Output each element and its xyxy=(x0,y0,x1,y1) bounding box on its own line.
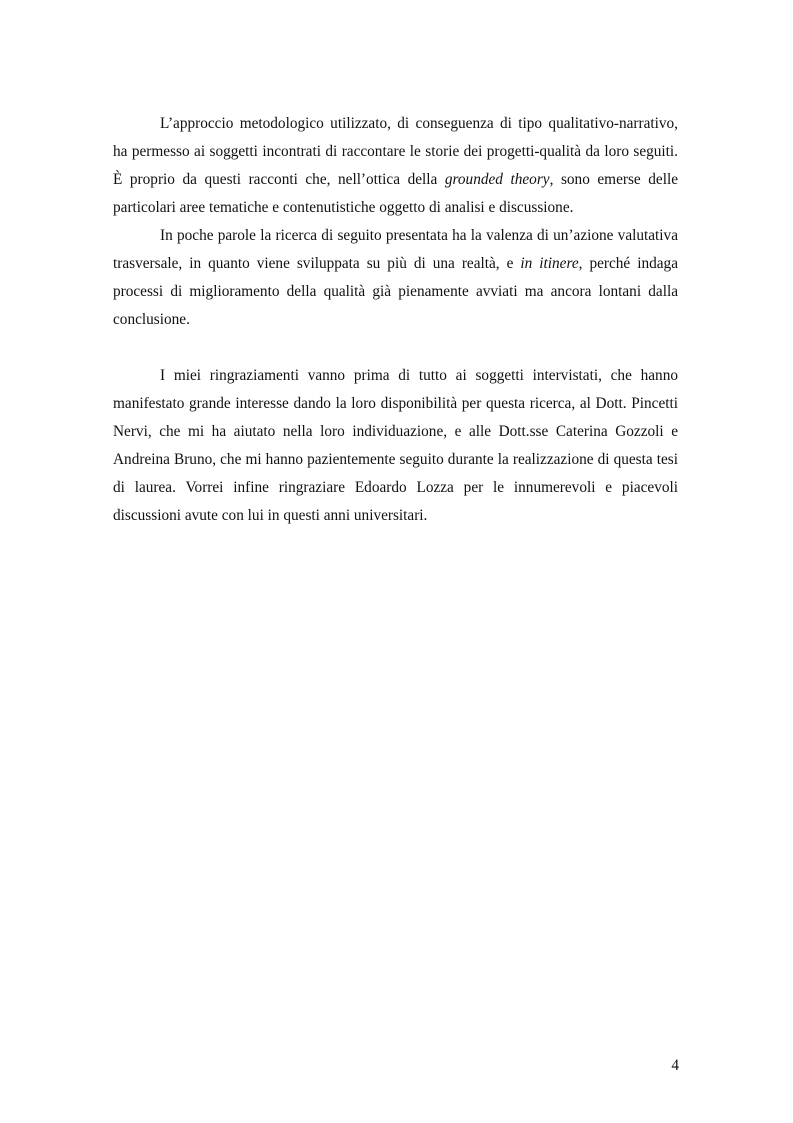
paragraph-evaluation xyxy=(113,222,678,334)
paragraph-evaluation-part-2: , perché indaga processi di miglioramento della qualità già pienamente avviati ma ancora lontani dalla conclusione. xyxy=(113,255,678,328)
grounded-theory-term: grounded theory xyxy=(444,171,550,188)
paragraph-evaluation-part-1: In poche parole la ricerca di seguito presentata ha la valenza di un’azione valutativa trasversale, in quanto viene sviluppata su più di una realtà, e xyxy=(113,227,678,272)
paragraph-methodology-part-1: L’approccio metodologico utilizzato, di conseguenza di tipo qualitativo-narrativo, ha permesso ai soggetti incontrati di raccontare le storie dei progetti-qualità da loro seguiti. È proprio da questi racconti che, nell’ottica della xyxy=(113,115,678,188)
in-itinere-term: in itinere xyxy=(520,255,579,272)
paragraph-acknowledgements xyxy=(113,362,678,530)
paragraph-methodology-part-2: , sono emerse delle particolari aree tematiche e contenutistiche oggetto di analisi e discussione. xyxy=(113,171,678,216)
paragraph-methodology xyxy=(113,110,678,222)
paragraph-acknowledgements-text: I miei ringraziamenti vanno prima di tutto ai soggetti intervistati, che hanno manifestato grande interesse dando la loro disponibilità per questa ricerca, al Dott. Pincetti Nervi, che mi ha aiutato nella loro individuazione, e alle Dott.sse Caterina Gozzoli e Andreina Bruno, che mi hanno pazientemente seguito durante la realizzazione di questa tesi di laurea. Vorrei infine ringraziare Edoardo Lozza per le innumerevoli e piacevoli discussioni avute con lui in questi anni universitari. xyxy=(113,367,678,524)
body-text xyxy=(113,110,678,530)
page-number: 4 xyxy=(671,1057,679,1074)
paragraph-gap xyxy=(113,334,678,362)
